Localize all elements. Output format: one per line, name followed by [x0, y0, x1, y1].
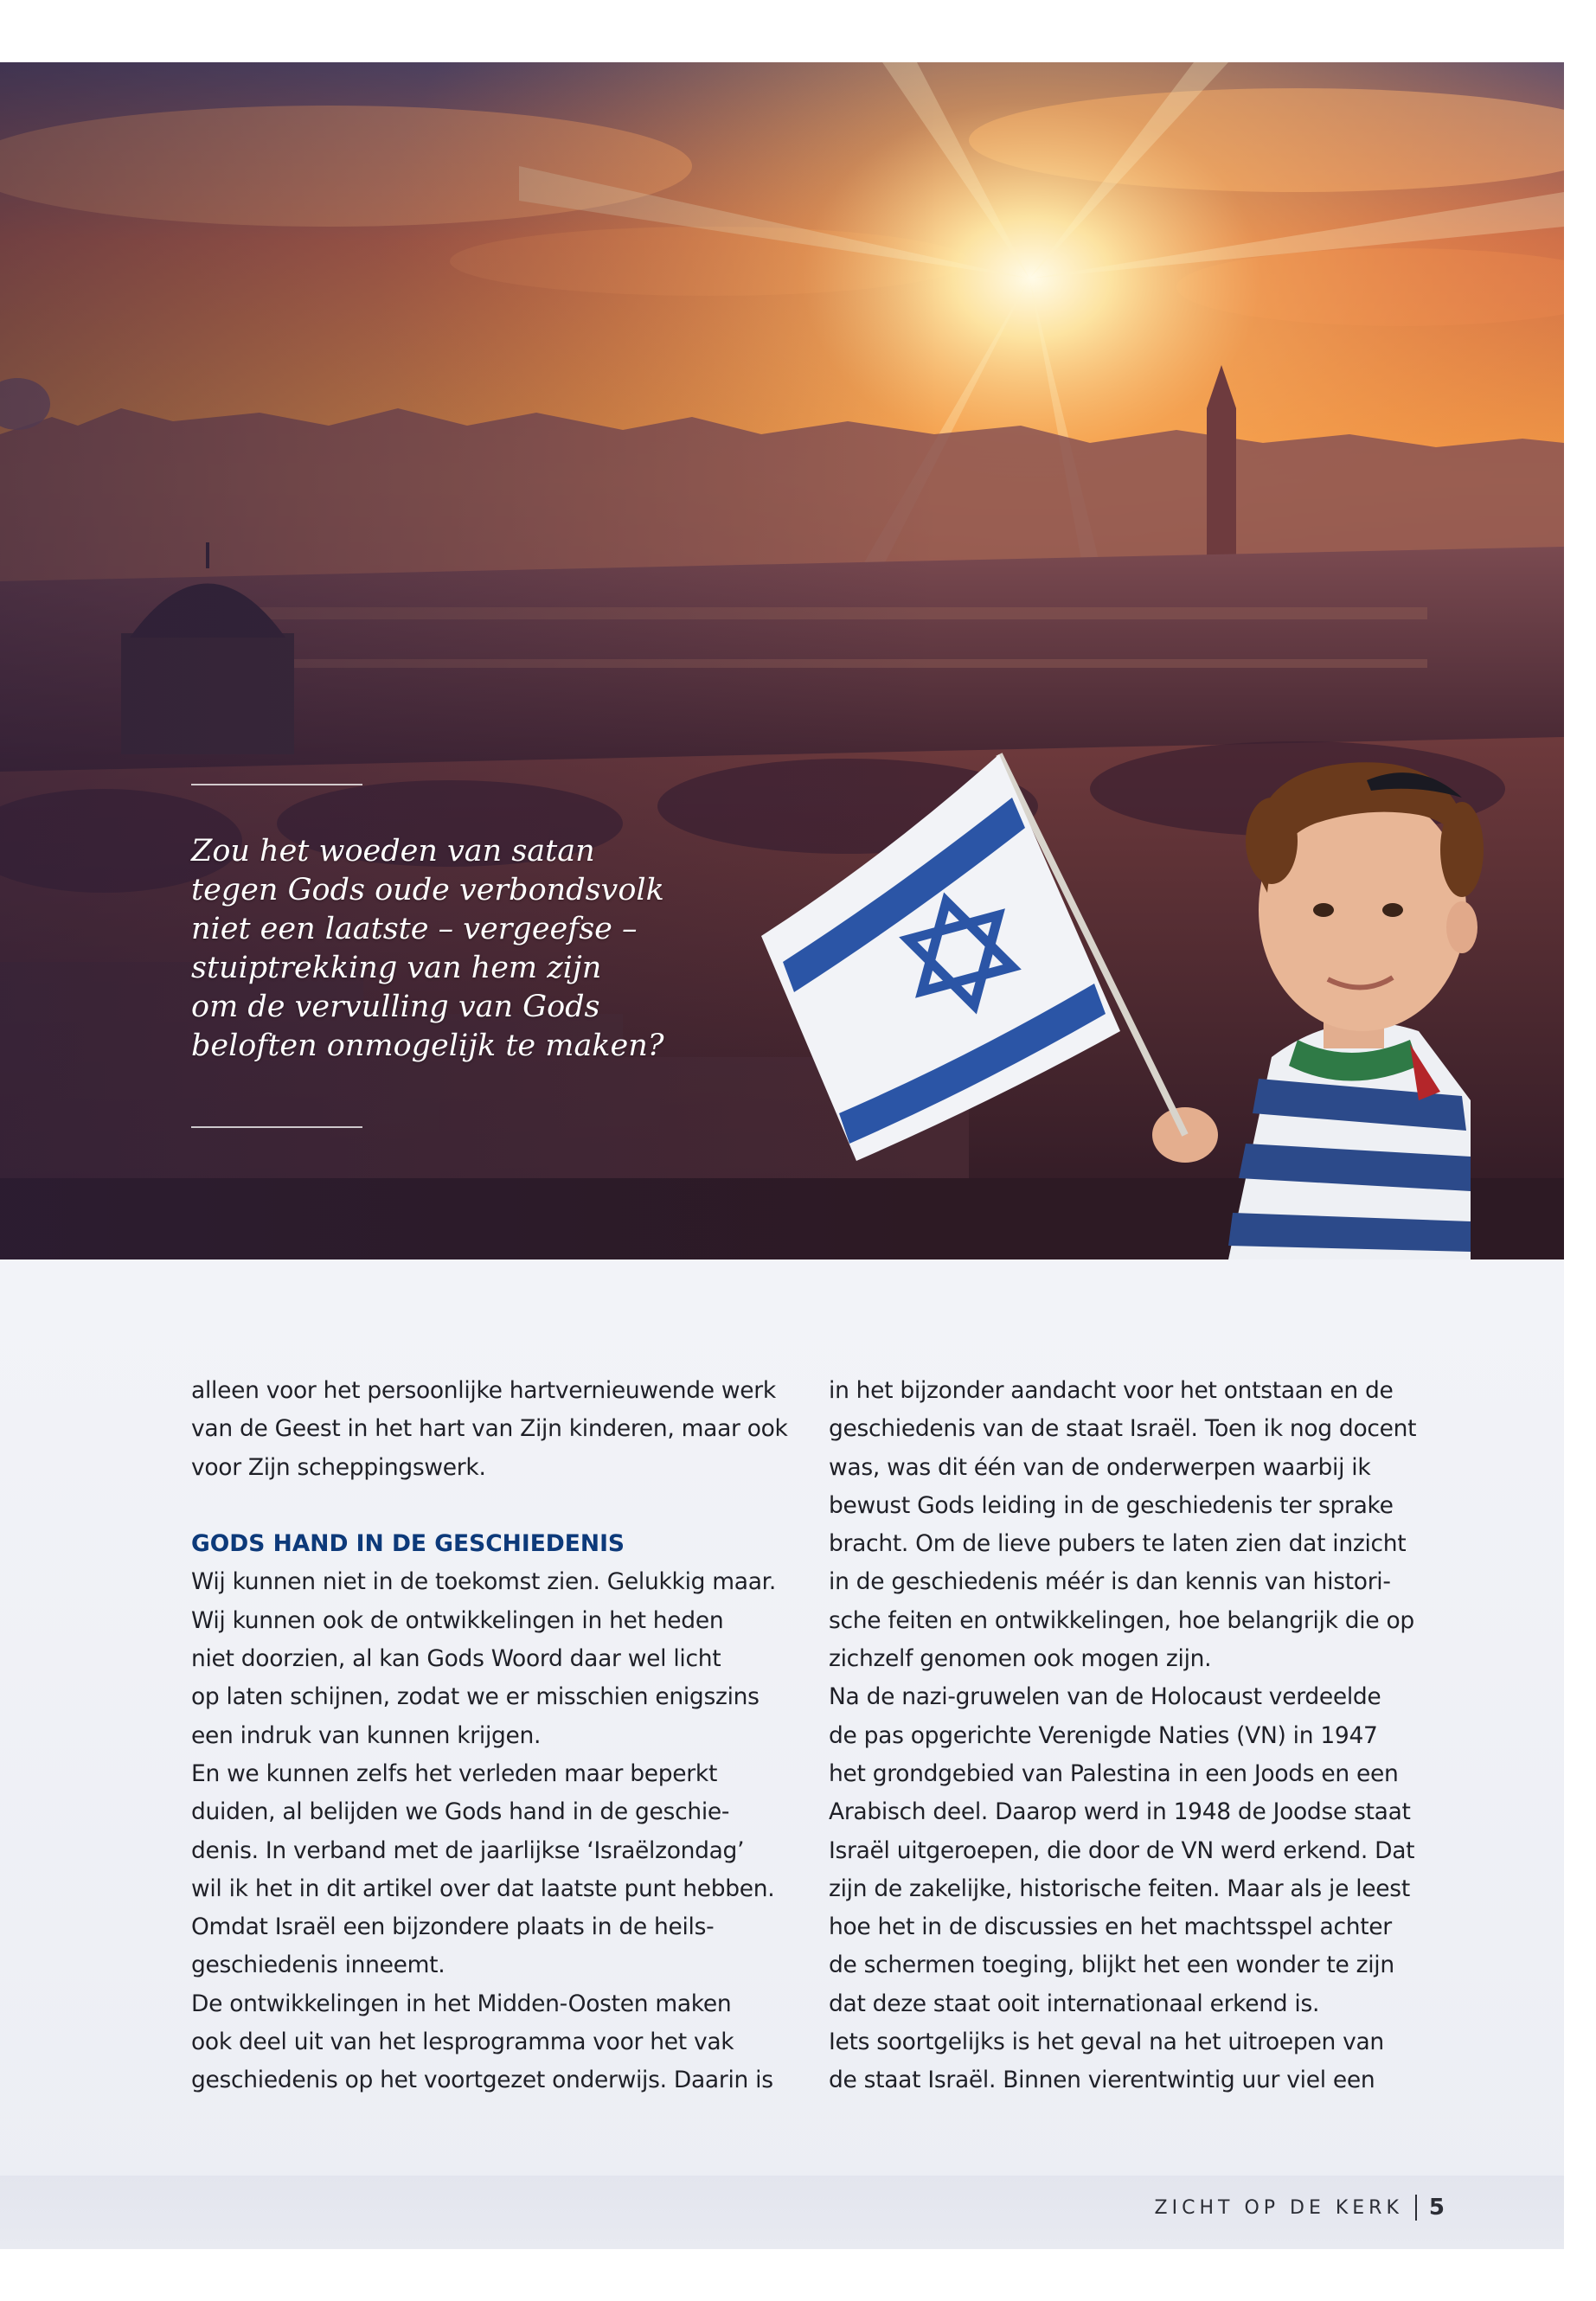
text-line: hoe het in de discussies en het machtsspel achter	[829, 1913, 1392, 1941]
text-line: de pas opgerichte Verenigde Naties (VN) in 1947	[829, 1721, 1378, 1749]
magazine-name: ZICHT OP DE KERK	[1154, 2196, 1403, 2219]
text-line: op laten schijnen, zodat we er misschien enigszins	[191, 1683, 760, 1711]
text-line: Wij kunnen ook de ontwikkelingen in het heden	[191, 1606, 724, 1634]
text-line: een indruk van kunnen krijgen.	[191, 1721, 542, 1749]
text-line: het grondgebied van Palestina in een Joods en een	[829, 1759, 1399, 1787]
pullquote-line: niet een laatste – vergeefse –	[191, 912, 638, 946]
text-line: Israël uitgeroepen, die door de VN werd erkend. Dat	[829, 1836, 1415, 1864]
text-line: de schermen toeging, blijkt het een wonder te zijn	[829, 1952, 1394, 1979]
pullquote-line: beloften onmogelijk te maken?	[191, 1029, 664, 1063]
section-heading: GODS HAND IN DE GESCHIEDENIS	[191, 1530, 625, 1558]
text-line: Iets soortgelijks is het geval na het uitroepen van	[829, 2029, 1384, 2056]
text-line: De ontwikkelingen in het Midden-Oosten maken	[191, 1990, 732, 2017]
text-line: alleen voor het persoonlijke hartvernieuwende werk	[191, 1377, 776, 1404]
page-number: 5	[1428, 2195, 1445, 2221]
pullquote-line: om de vervulling van Gods	[191, 990, 600, 1024]
paragraph-gap	[191, 1487, 779, 1525]
text-line: Na de nazi-gruwelen van de Holocaust verdeelde	[829, 1683, 1381, 1711]
text-line: En we kunnen zelfs het verleden maar beperkt	[191, 1759, 718, 1787]
text-line: Omdat Israël een bijzondere plaats in de heils-	[191, 1913, 715, 1941]
article-column-right	[829, 1372, 1417, 2100]
text-line: wil ik het in dit artikel over dat laatste punt hebben.	[191, 1875, 775, 1902]
footer-divider	[1415, 2195, 1417, 2221]
text-line: in de geschiedenis méér is dan kennis van histori-	[829, 1568, 1391, 1596]
text-line: ook deel uit van het lesprogramma voor het vak	[191, 2029, 734, 2056]
text-line: geschiedenis op het voortgezet onderwijs. Daarin is	[191, 2067, 773, 2094]
text-line: voor Zijn scheppingswerk.	[191, 1453, 486, 1481]
text-line: geschiedenis van de staat Israël. Toen ik nog docent	[829, 1415, 1417, 1443]
text-line: was, was dit één van de onderwerpen waarbij ik	[829, 1453, 1371, 1481]
text-line: geschiedenis inneemt.	[191, 1952, 445, 1979]
text-line: zichzelf genomen ook mogen zijn.	[829, 1645, 1212, 1673]
pullquote-line: tegen Gods oude verbondsvolk	[191, 873, 664, 907]
text-line: in het bijzonder aandacht voor het ontstaan en de	[829, 1377, 1394, 1404]
text-line: zijn de zakelijke, historische feiten. Maar als je leest	[829, 1875, 1410, 1902]
text-line: de staat Israël. Binnen vierentwintig uur viel een	[829, 2067, 1375, 2094]
hero-photo	[0, 62, 1564, 1259]
text-line: duiden, al belijden we Gods hand in de geschie-	[191, 1798, 730, 1826]
pullquote-bottom-rule	[191, 1126, 362, 1128]
text-line: Wij kunnen niet in de toekomst zien. Gelukkig maar.	[191, 1568, 776, 1596]
pullquote	[191, 832, 676, 1066]
pullquote-line: stuiptrekking van hem zijn	[191, 951, 602, 985]
article-column-left	[191, 1372, 788, 2100]
text-line: niet doorzien, al kan Gods Woord daar wel licht	[191, 1645, 721, 1673]
text-line: bewust Gods leiding in de geschiedenis ter sprake	[829, 1491, 1394, 1519]
page-footer	[1155, 2195, 1445, 2221]
text-line: dat deze staat ooit internationaal erkend is.	[829, 1990, 1320, 2017]
text-line: van de Geest in het hart van Zijn kinderen, maar ook	[191, 1415, 788, 1443]
text-line: denis. In verband met de jaarlijkse ‘Israëlzondag’	[191, 1836, 745, 1864]
text-line: Arabisch deel. Daarop werd in 1948 de Joodse staat	[829, 1798, 1411, 1826]
text-line: bracht. Om de lieve pubers te laten zien dat inzicht	[829, 1530, 1407, 1558]
text-line: sche feiten en ontwikkelingen, hoe belangrijk die op	[829, 1606, 1414, 1634]
pullquote-line: Zou het woeden van satan	[191, 834, 595, 868]
jerusalem-sunset-illustration	[0, 62, 1564, 1259]
pullquote-top-rule	[191, 784, 362, 785]
